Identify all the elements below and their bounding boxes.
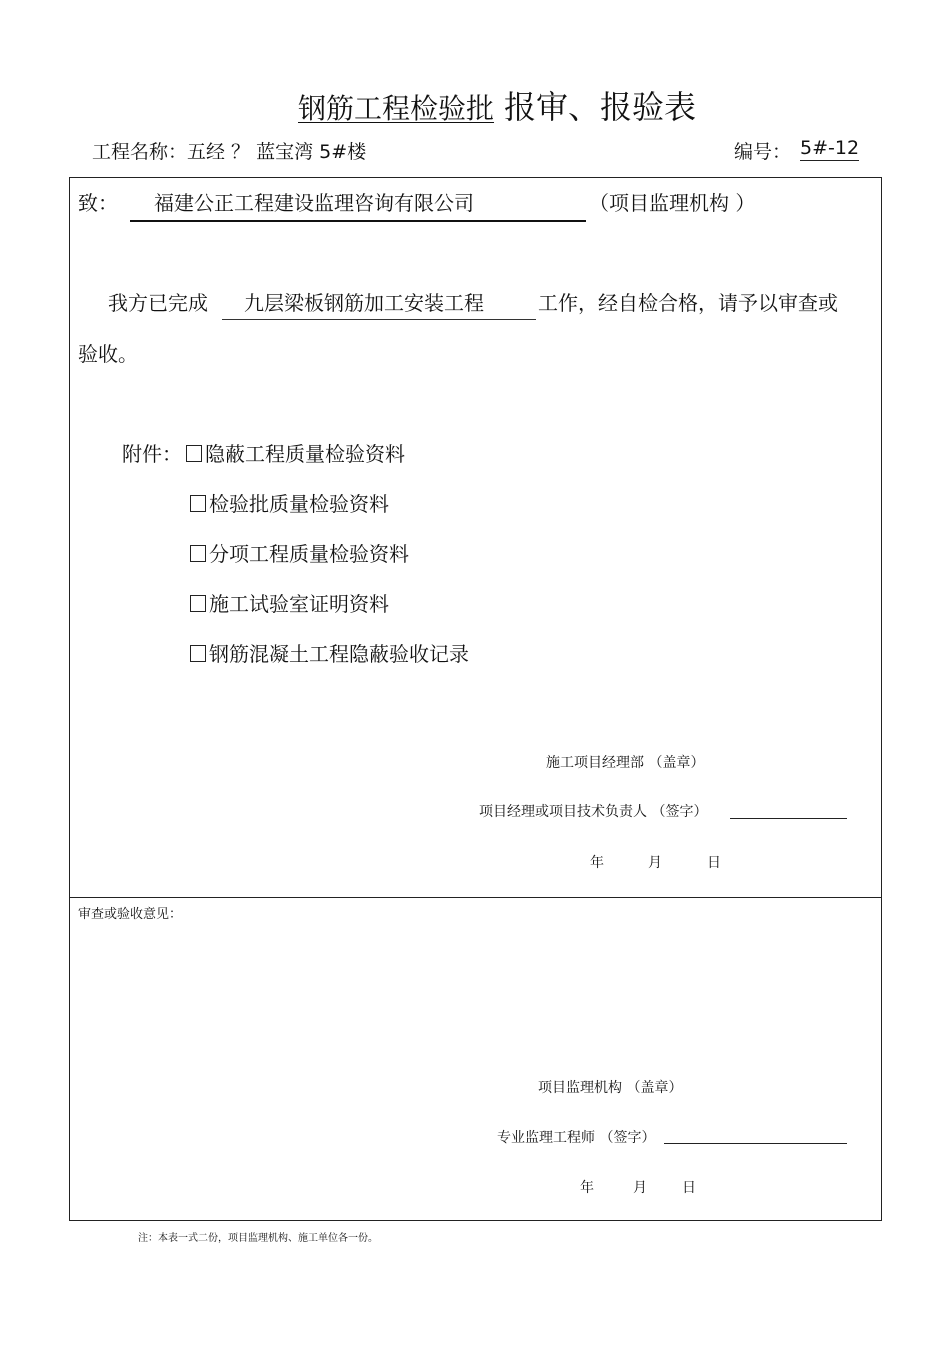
attachment-label: 检验批质量检验资料 xyxy=(209,492,389,516)
date-year: 年 xyxy=(590,855,604,871)
supervisor-name: 福建公正工程建设监理咨询有限公司 xyxy=(130,187,586,222)
to-suffix: （项目监理机构 ） xyxy=(589,191,756,215)
supervisor-stamp-label: 项目监理机构 （盖章） xyxy=(538,1080,683,1096)
footnote: 注：本表一式二份，项目监理机构、施工单位各一份。 xyxy=(138,1233,378,1244)
project-name: 工程名称：五经 ？ 蓝宝湾 5#楼 xyxy=(92,141,367,163)
attachment-item[interactable] xyxy=(190,588,389,617)
attachment-item[interactable] xyxy=(190,538,409,567)
date-month: 月 xyxy=(633,1180,647,1196)
attachment-item[interactable] xyxy=(190,488,389,517)
review-label: 审查或验收意见： xyxy=(78,907,183,922)
to-label: 致： xyxy=(78,191,118,215)
contractor-signature-line[interactable] xyxy=(730,818,847,819)
checkbox-icon[interactable] xyxy=(190,645,206,662)
attachment-label: 隐蔽工程质量检验资料 xyxy=(205,442,405,466)
checkbox-icon[interactable] xyxy=(186,445,202,462)
date-day: 日 xyxy=(682,1180,696,1196)
form-title xyxy=(298,82,696,126)
checkbox-icon[interactable] xyxy=(190,545,206,562)
contractor-sign-label: 项目经理或项目技术负责人 （签字） xyxy=(479,804,708,820)
date-month: 月 xyxy=(648,855,662,871)
date-day: 日 xyxy=(707,855,721,871)
form-title-main: 钢筋工程检验批 xyxy=(298,92,495,125)
attachment-label: 钢筋混凝土工程隐蔽验收记录 xyxy=(209,642,469,666)
statement-line2: 验收。 xyxy=(78,342,138,366)
code-value: 5#-12 xyxy=(800,137,860,159)
contractor-stamp-label: 施工项目经理部 （盖章） xyxy=(546,755,705,771)
attachment-label: 分项工程质量检验资料 xyxy=(209,542,409,566)
statement-suffix: 工作，经自检合格，请予以审查或 xyxy=(538,291,838,315)
form-title-sub: 报审、报验表 xyxy=(504,88,697,126)
attachments-label: 附件： xyxy=(122,442,182,466)
checkbox-icon[interactable] xyxy=(190,495,206,512)
attachment-label: 施工试验室证明资料 xyxy=(209,592,389,616)
engineer-signature-line[interactable] xyxy=(664,1143,847,1144)
statement-work: 九层梁板钢筋加工安装工程 xyxy=(222,287,536,320)
date-year: 年 xyxy=(580,1180,594,1196)
engineer-sign-label: 专业监理工程师 （签字） xyxy=(497,1130,656,1146)
attachment-item[interactable] xyxy=(190,638,469,667)
form-frame xyxy=(69,177,882,1221)
attachment-item[interactable] xyxy=(186,438,405,467)
code-label: 编号： xyxy=(734,141,792,163)
checkbox-icon[interactable] xyxy=(190,595,206,612)
statement-prefix: 我方已完成 xyxy=(108,291,208,315)
section-divider xyxy=(69,897,882,898)
